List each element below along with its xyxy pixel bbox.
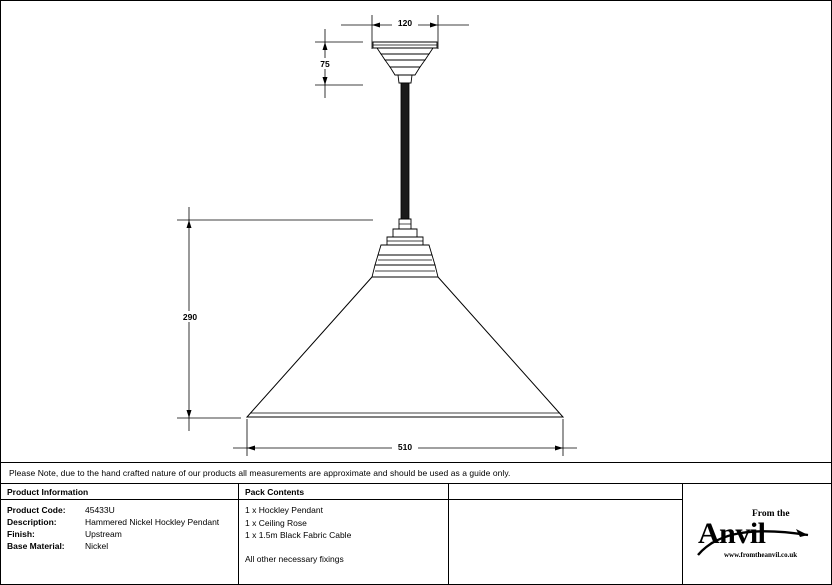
blank-column (449, 484, 683, 585)
dimension-label-shade-height: 290 (182, 312, 198, 322)
logo-top-line: From the (752, 508, 790, 519)
spec-label: Finish: (7, 529, 35, 539)
product-information-body (1, 500, 238, 552)
measurement-note-bar (1, 462, 832, 484)
blank-column-header (449, 484, 682, 500)
product-information-column (1, 484, 239, 585)
dimension-label-shade-width: 510 (397, 442, 413, 452)
pack-contents-column (239, 484, 449, 585)
spec-value: 45433U (85, 505, 115, 515)
spec-label: Product Code: (7, 505, 66, 515)
spec-label: Description: (7, 517, 57, 527)
from-the-anvil-logo (690, 505, 826, 565)
spec-label: Base Material: (7, 541, 65, 551)
pack-contents-body (239, 500, 448, 565)
dimension-label-canopy-height: 75 (320, 59, 330, 69)
measurement-note-text: Please Note, due to the hand crafted nature of our products all measurements are approximate and should be used as a guide only. (9, 468, 511, 478)
spec-value: Hammered Nickel Hockley Pendant (85, 517, 220, 527)
blank-column-body (449, 500, 682, 504)
technical-drawing (1, 1, 832, 462)
pack-item: 1 x Ceiling Rose (245, 517, 307, 528)
spec-row (7, 528, 238, 540)
logo-url: www.fromtheanvil.co.uk (724, 550, 798, 559)
spec-value: Upstream (85, 529, 122, 539)
product-information-header: Product Information (1, 484, 238, 500)
spec-value: Nickel (85, 541, 109, 551)
dimension-label-canopy-width: 120 (397, 18, 413, 28)
logo-wordmark: Anvil (698, 516, 766, 550)
pack-item: 1 x Hockley Pendant (245, 505, 323, 515)
spec-row (7, 540, 238, 552)
spec-row (7, 516, 238, 528)
pack-contents-header: Pack Contents (239, 484, 448, 500)
brand-logo-column (683, 484, 832, 585)
spec-row (7, 504, 238, 516)
pack-footer-note: All other necessary fixings (245, 553, 344, 564)
pack-item: 1 x 1.5m Black Fabric Cable (245, 530, 352, 540)
information-table (1, 484, 832, 585)
